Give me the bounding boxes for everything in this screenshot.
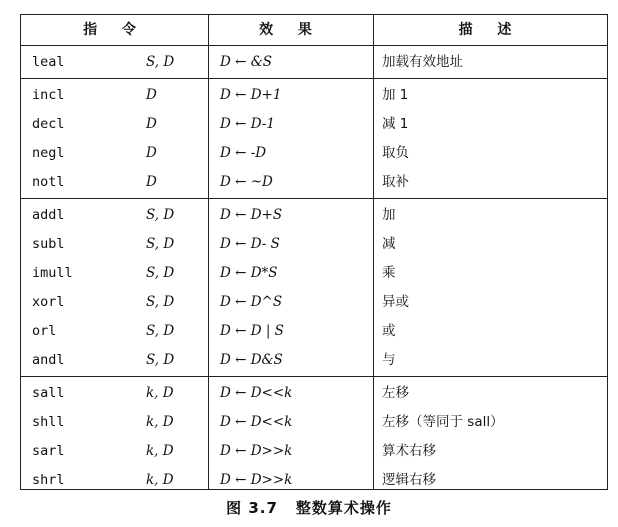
operands-cell: D bbox=[146, 87, 157, 103]
effect-cell: D ← D+S bbox=[220, 207, 283, 223]
operands-cell: S, D bbox=[146, 207, 175, 223]
figure-number: 图 3.7 bbox=[226, 499, 278, 517]
effect-cell: D ← -D bbox=[220, 145, 267, 161]
table-row bbox=[21, 201, 607, 230]
instruction-cell: shrl bbox=[32, 472, 65, 488]
instruction-cell: notl bbox=[32, 174, 65, 190]
operands-cell: S, D bbox=[146, 236, 175, 252]
operands-cell: D bbox=[146, 116, 157, 132]
description-cell: 取负 bbox=[382, 145, 409, 161]
table-row bbox=[21, 259, 607, 288]
description-cell: 逻辑右移 bbox=[382, 472, 436, 488]
operands-cell: k, D bbox=[146, 472, 174, 488]
description-cell: 算术右移 bbox=[382, 443, 436, 459]
operands-cell: k, D bbox=[146, 414, 174, 430]
operands-cell: D bbox=[146, 145, 157, 161]
effect-cell: D ← D+1 bbox=[220, 87, 282, 103]
instruction-cell: addl bbox=[32, 207, 65, 223]
effect-cell: D ← D-1 bbox=[220, 116, 275, 132]
description-cell: 减 bbox=[382, 236, 396, 252]
header-instruction: 指 令 bbox=[83, 22, 146, 38]
description-cell: 左移 bbox=[382, 385, 409, 401]
description-cell: 乘 bbox=[382, 265, 396, 281]
instruction-cell: negl bbox=[32, 145, 65, 161]
instruction-group bbox=[21, 377, 607, 497]
table-row bbox=[21, 230, 607, 259]
table-row bbox=[21, 139, 607, 168]
figure-caption bbox=[0, 497, 618, 518]
operands-cell: D bbox=[146, 174, 157, 190]
operands-cell: S, D bbox=[146, 352, 175, 368]
instruction-cell: subl bbox=[32, 236, 65, 252]
instruction-group bbox=[21, 46, 607, 79]
operands-cell: S, D bbox=[146, 54, 175, 70]
operands-cell: k, D bbox=[146, 385, 174, 401]
table-row bbox=[21, 317, 607, 346]
effect-cell: D ← D<<k bbox=[220, 385, 293, 401]
operands-cell: S, D bbox=[146, 323, 175, 339]
description-cell: 取补 bbox=[382, 174, 409, 190]
operands-cell: k, D bbox=[146, 443, 174, 459]
instruction-cell: decl bbox=[32, 116, 65, 132]
description-cell: 加载有效地址 bbox=[382, 54, 463, 70]
table-row bbox=[21, 466, 607, 495]
instruction-cell: imull bbox=[32, 265, 73, 281]
description-cell: 与 bbox=[382, 352, 396, 368]
table-row bbox=[21, 346, 607, 375]
table-row bbox=[21, 408, 607, 437]
instruction-group bbox=[21, 199, 607, 377]
table-row bbox=[21, 437, 607, 466]
description-cell: 减 1 bbox=[382, 116, 409, 132]
effect-cell: D ← D>>k bbox=[220, 472, 293, 488]
instruction-cell: andl bbox=[32, 352, 65, 368]
table-row bbox=[21, 168, 607, 197]
effect-cell: D ← D | S bbox=[220, 323, 284, 339]
instruction-group bbox=[21, 79, 607, 199]
operands-cell: S, D bbox=[146, 265, 175, 281]
header-effect: 效 果 bbox=[259, 22, 322, 38]
effect-cell: D ← D*S bbox=[220, 265, 278, 281]
instruction-cell: sarl bbox=[32, 443, 65, 459]
table-row bbox=[21, 379, 607, 408]
table-row bbox=[21, 288, 607, 317]
effect-cell: D ← D>>k bbox=[220, 443, 293, 459]
description-cell: 加 bbox=[382, 207, 396, 223]
description-cell: 或 bbox=[382, 323, 396, 339]
effect-cell: D ← &S bbox=[220, 54, 272, 70]
description-cell: 左移（等同于 sall） bbox=[382, 414, 504, 430]
effect-cell: D ← D&S bbox=[220, 352, 283, 368]
operands-cell: S, D bbox=[146, 294, 175, 310]
description-cell: 加 1 bbox=[382, 87, 409, 103]
description-cell: 异或 bbox=[382, 294, 409, 310]
table-row bbox=[21, 110, 607, 139]
instruction-cell: orl bbox=[32, 323, 57, 339]
instruction-cell: incl bbox=[32, 87, 65, 103]
effect-cell: D ← ~D bbox=[220, 174, 273, 190]
effect-cell: D ← D^S bbox=[220, 294, 283, 310]
instruction-cell: shll bbox=[32, 414, 65, 430]
table-row bbox=[21, 48, 607, 77]
effect-cell: D ← D<<k bbox=[220, 414, 293, 430]
instruction-cell: sall bbox=[32, 385, 65, 401]
instruction-table bbox=[20, 14, 608, 490]
table-row bbox=[21, 81, 607, 110]
header-description: 描 述 bbox=[458, 22, 522, 38]
effect-cell: D ← D- S bbox=[220, 236, 280, 252]
figure-title: 整数算术操作 bbox=[295, 499, 392, 517]
table-header-row bbox=[21, 15, 607, 46]
instruction-cell: xorl bbox=[32, 294, 65, 310]
instruction-cell: leal bbox=[32, 54, 65, 70]
